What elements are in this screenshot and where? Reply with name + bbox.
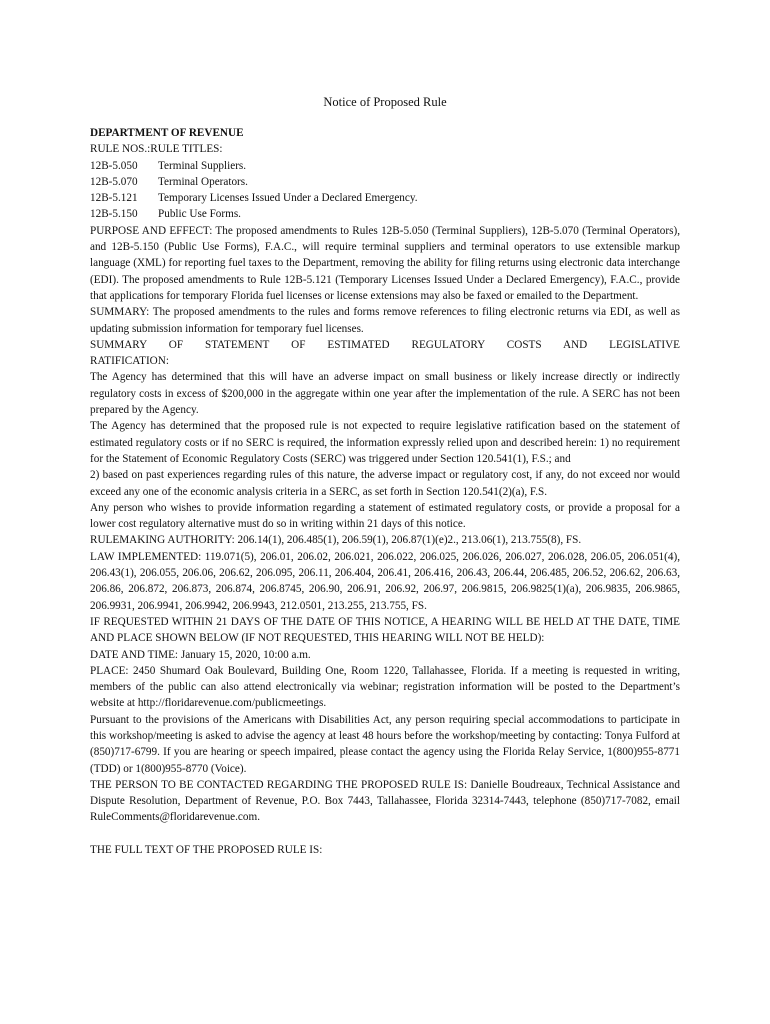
full-text-heading: THE FULL TEXT OF THE PROPOSED RULE IS: [90,843,323,856]
rule-row [90,190,680,206]
ada-paragraph: Pursuant to the provisions of the Americans with Disabilities Act, any person requiring special accommodations to participate in this workshop/meeting is asked to advise the agency at least 48 hours before the workshop/meeting by contacting: Tonya Fulford at (850)717-6799. If you are hearing or speech impaired, please contact the agency using the Florida Relay Service, 1(800)955-8771 (TDD) or 1(800)955-8770 (Voice). [90,713,680,775]
rule-title: Terminal Operators. [158,175,248,188]
rule-code: 12B-5.121 [90,192,138,205]
based-on-paragraph: 2) based on past experiences regarding rules of this nature, the adverse impact or regulatory cost, if any, do not exceed nor would exceed any one of the economic analysis criteria in a SERC, as set forth in Section 120.541(2)(a), F.S. [90,469,680,498]
rulemaking-authority: RULEMAKING AUTHORITY: 206.14(1), 206.485(1), 206.59(1), 206.87(1)(e)2., 213.06(1), 213.755(8), FS. [90,534,582,547]
hearing-notice: IF REQUESTED WITHIN 21 DAYS OF THE DATE OF THIS NOTICE, A HEARING WILL BE HELD AT THE DATE, TIME AND PLACE SHOWN BELOW (IF NOT REQUESTED, THIS HEARING WILL NOT BE HELD): [90,615,680,645]
serc-heading: SUMMARY OF STATEMENT OF ESTIMATED REGULATORY COSTS AND LEGISLATIVE [90,338,680,351]
rule-title: Temporary Licenses Issued Under a Declared Emergency. [158,192,418,205]
serc-heading-continued: RATIFICATION: [90,355,169,368]
agency-ratification-paragraph: The Agency has determined that the proposed rule is not expected to require legislative ratification based on the statement of estimated regulatory costs or if no SERC is required, the information expressly relied upon and described herein: 1) no requirement for the Statement of Economic Regulatory Costs (SERC) was triggered under Section 120.541(1), F.S.; and [90,420,680,465]
rule-code: 12B-5.070 [90,175,138,188]
date-time: DATE AND TIME: January 15, 2020, 10:00 a.m. [90,648,311,661]
law-implemented: LAW IMPLEMENTED: 119.071(5), 206.01, 206.02, 206.021, 206.022, 206.025, 206.026, 206.027, 206.028, 206.05, 206.051(4), 206.43(1), 206.055, 206.06, 206.62, 206.095, 206.11, 206.404, 206.41, 206.416, 206.43, 206.44, 206.485, 206.52, 206.62, 206.63, 206.86, 206.872, 206.873, 206.874, 206.8745, 206.90, 206.91, 206.92, 206.97, 206.9815, 206.9825(1)(a), 206.9835, 206.9865, 206.9931, 206.9941, 206.9942, 206.9943, 212.0501, 213.255, 213.755, FS. [90,550,680,612]
summary-paragraph: SUMMARY: The proposed amendments to the rules and forms remove references to filing electronic returns via EDI, as well as updating submission information for temporary fuel licenses. [90,306,680,335]
rule-row [90,206,680,222]
place-paragraph: PLACE: 2450 Shumard Oak Boulevard, Building One, Room 1220, Tallahassee, Florida. If a meeting is requested in writing, members of the public can also attend electronically via webinar; registration information will be posted to the Department’s website at http://floridarevenue.com/publicmeetings. [90,664,680,710]
document-body [90,125,680,858]
rule-code: 12B-5.050 [90,159,138,172]
rule-code: 12B-5.150 [90,208,138,221]
rule-title: Public Use Forms. [158,208,241,221]
agency-impact-paragraph: The Agency has determined that this will have an adverse impact on small business or likely increase directly or indirectly regulatory costs in excess of $200,000 in the aggregate within one year after the implementation of the rule. A SERC has not been prepared by the Agency. [90,371,680,417]
document-title: Notice of Proposed Rule [323,95,447,109]
rule-row [90,158,680,174]
any-person-paragraph: Any person who wishes to provide information regarding a statement of estimated regulatory costs, or provide a proposal for a lower cost regulatory alternative must do so in writing within 21 days of this notice. [90,501,680,531]
department-heading: DEPARTMENT OF REVENUE [90,127,244,139]
rule-row [90,174,680,190]
rule-nos-heading: RULE NOS.:RULE TITLES: [90,143,223,156]
purpose-paragraph: PURPOSE AND EFFECT: The proposed amendments to Rules 12B-5.050 (Terminal Suppliers), 12B-5.070 (Terminal Operators), and 12B-5.150 (Public Use Forms), F.A.C., will require terminal suppliers and terminal operators to use extensible markup language (XML) for reporting fuel taxes to the Department, removing the ability for filing returns using electronic data interchange (EDI). The proposed amendments to Rule 12B-5.121 (Temporary Licenses Issued Under a Declared Emergency), F.A.C., provide that applications for temporary Florida fuel licenses or license extensions may also be faxed or emailed to the Department. [90,224,680,302]
contact-paragraph: THE PERSON TO BE CONTACTED REGARDING THE PROPOSED RULE IS: Danielle Boudreaux, Technical Assistance and Dispute Resolution, Department of Revenue, P.O. Box 7443, Tallahassee, Florida 32314-7443, telephone (850)717-7082, email RuleComments@floridarevenue.com. [90,778,680,824]
rule-title: Terminal Suppliers. [158,159,247,172]
